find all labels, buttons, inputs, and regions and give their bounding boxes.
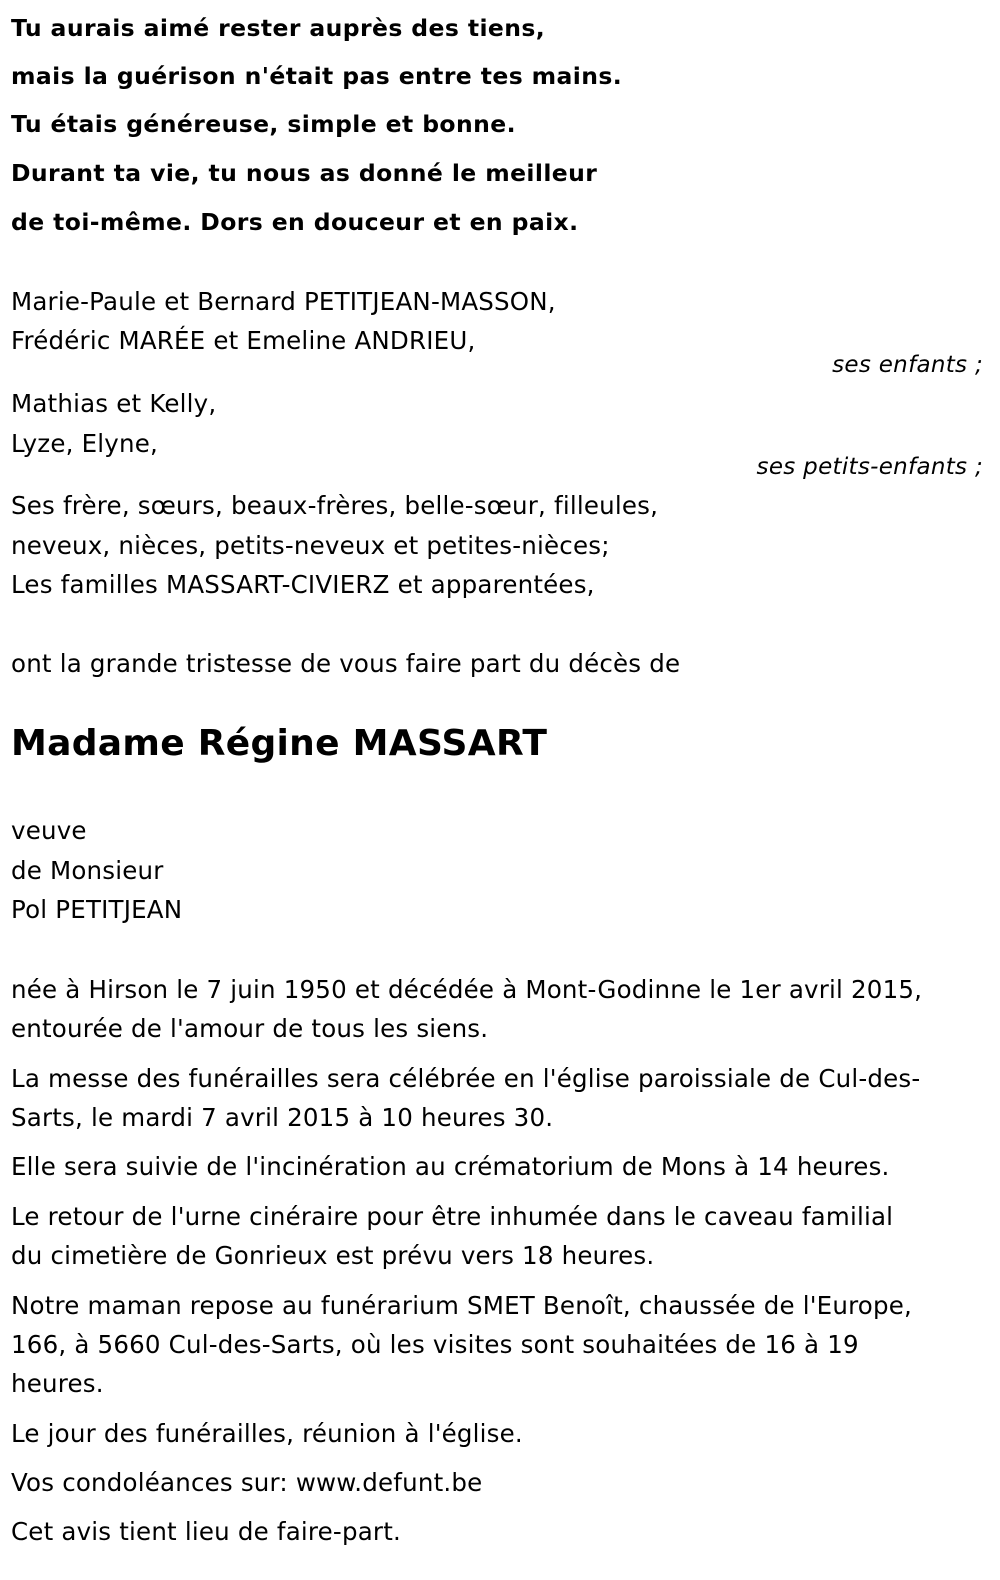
detail-line: La messe des funérailles sera célébrée en l'église paroissiale de Cul-des- — [11, 1064, 921, 1093]
poem-line: Tu aurais aimé rester auprès des tiens, — [11, 14, 546, 42]
detail-line: heures. — [11, 1369, 104, 1398]
announcement-text: ont la grande tristesse de vous faire part du décès de — [11, 649, 681, 678]
family-others-line: Les familles MASSART-CIVIERZ et apparentées, — [11, 570, 595, 599]
poem-line: Tu étais généreuse, simple et bonne. — [11, 110, 516, 138]
family-grandchildren-line: Mathias et Kelly, — [11, 389, 217, 418]
detail-line: née à Hirson le 7 juin 1950 et décédée à Mont-Godinne le 1er avril 2015, — [11, 975, 923, 1004]
poem-line: Durant ta vie, tu nous as donné le meilleur — [11, 159, 598, 187]
poem-line: de toi-même. Dors en douceur et en paix. — [11, 208, 579, 236]
family-children-line: Frédéric MARÉE et Emeline ANDRIEU, — [11, 326, 476, 355]
children-role-label: ses enfants ; — [832, 352, 983, 378]
detail-line: Le retour de l'urne cinéraire pour être inhumée dans le caveau familial — [11, 1202, 894, 1231]
condolences-line: Vos condoléances sur: www.defunt.be — [11, 1468, 483, 1497]
family-children-line: Marie-Paule et Bernard PETITJEAN-MASSON, — [11, 287, 556, 316]
detail-line: Cet avis tient lieu de faire-part. — [11, 1517, 401, 1546]
family-others-line: Ses frère, sœurs, beaux-frères, belle-sœur, filleules, — [11, 491, 659, 520]
detail-line: Elle sera suivie de l'incinération au crématorium de Mons à 14 heures. — [11, 1152, 890, 1181]
detail-line: Le jour des funérailles, réunion à l'église. — [11, 1419, 523, 1448]
spouse-line: de Monsieur — [11, 856, 164, 885]
family-others-line: neveux, nièces, petits-neveux et petites-nièces; — [11, 531, 610, 560]
detail-line: 166, à 5660 Cul-des-Sarts, où les visites sont souhaitées de 16 à 19 — [11, 1330, 859, 1359]
spouse-line: Pol PETITJEAN — [11, 895, 183, 924]
deceased-name: Madame Régine MASSART — [11, 723, 548, 764]
detail-line: du cimetière de Gonrieux est prévu vers 18 heures. — [11, 1241, 655, 1270]
detail-line: Notre maman repose au funérarium SMET Benoît, chaussée de l'Europe, — [11, 1291, 913, 1320]
detail-line: entourée de l'amour de tous les siens. — [11, 1014, 489, 1043]
spouse-line: veuve — [11, 816, 87, 845]
poem-line: mais la guérison n'était pas entre tes mains. — [11, 62, 623, 90]
detail-line: Sarts, le mardi 7 avril 2015 à 10 heures 30. — [11, 1103, 554, 1132]
family-grandchildren-line: Lyze, Elyne, — [11, 429, 158, 458]
grandchildren-role-label: ses petits-enfants ; — [756, 454, 983, 480]
